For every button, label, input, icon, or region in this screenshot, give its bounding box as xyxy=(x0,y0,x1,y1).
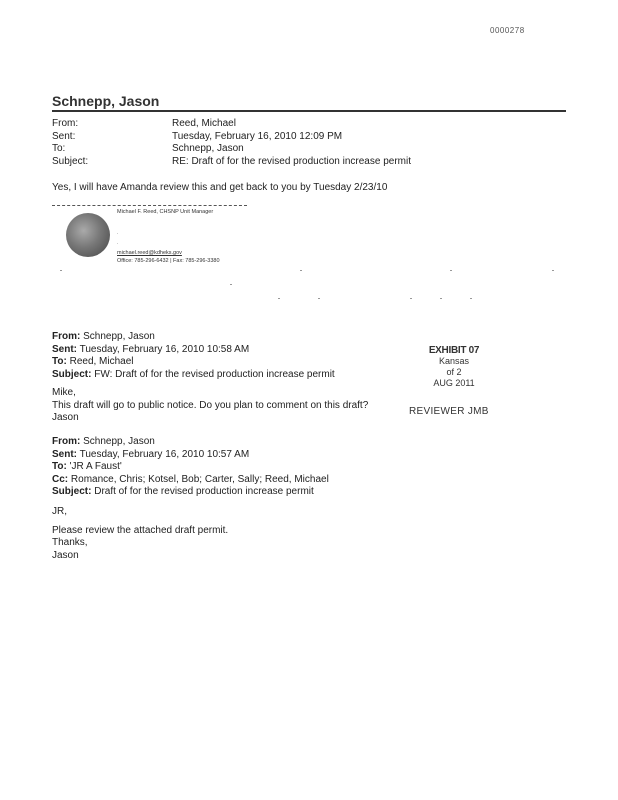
agency-logo-icon xyxy=(66,213,110,257)
scan-speck xyxy=(470,298,472,299)
header-from-row xyxy=(52,118,411,131)
message-3-to-row: To: 'JR A Faust' xyxy=(52,461,122,472)
stamp-line-2: Kansas xyxy=(438,356,470,366)
body-line: This draft will go to public notice. Do you plan to comment on this draft? xyxy=(52,399,369,411)
scan-speck xyxy=(278,298,280,299)
message-3-sent-row: Sent: Tuesday, February 16, 2010 10:57 AM xyxy=(52,448,250,460)
signature-divider xyxy=(52,205,247,206)
body-line: Thanks, xyxy=(52,537,88,548)
message-2-sent-row: Sent: Tuesday, February 16, 2010 10:58 AM xyxy=(52,343,250,355)
message-3-from-row: From: Schnepp, Jason xyxy=(52,436,155,447)
reply-text: Yes, I will have Amanda review this and get back to you by Tuesday 2/23/10 xyxy=(52,182,388,193)
signature-name: Michael F. Reed, CHSNP Unit Manager xyxy=(117,209,214,215)
stamp-line-4: AUG 2011 xyxy=(433,378,475,388)
scan-speck xyxy=(230,284,232,285)
scan-speck xyxy=(300,270,302,271)
header-value: Reed, Michael xyxy=(172,118,236,129)
message-2-from-row: From: Schnepp, Jason xyxy=(52,331,155,342)
header-to-row xyxy=(52,143,411,156)
body-line: Please review the attached draft permit. xyxy=(52,524,229,536)
scan-speck xyxy=(440,298,442,299)
heading-rule xyxy=(52,110,566,112)
exhibit-stamp xyxy=(394,345,514,389)
scan-speck xyxy=(318,298,320,299)
scan-speck xyxy=(60,270,62,271)
body-line: Jason xyxy=(52,412,79,423)
reviewer-stamp: REVIEWER JMB xyxy=(409,406,489,417)
stamp-line-3: of 2 xyxy=(446,367,462,377)
message-2-header xyxy=(52,331,335,381)
message-3-subject-row: Subject: Draft of for the revised production increase permit xyxy=(52,486,314,497)
header-label: Sent: xyxy=(52,130,76,142)
signature-placeholder-lines: . . xyxy=(117,230,119,246)
message-2-body xyxy=(52,387,368,425)
signature-phone: Office: 785-296-6432 | Fax: 785-296-3380 xyxy=(117,258,220,264)
message-3-cc-row: Cc: Romance, Chris; Kotsel, Bob; Carter, Sally; Reed, Michael xyxy=(52,473,329,485)
header-label: Subject: xyxy=(52,155,89,167)
header-value: RE: Draft of for the revised production increase permit xyxy=(172,155,411,167)
bates-number: 0000278 xyxy=(490,26,525,35)
scan-speck xyxy=(552,270,554,271)
header-value: Schnepp, Jason xyxy=(172,143,244,154)
scan-speck xyxy=(410,298,412,299)
scan-speck xyxy=(450,270,452,271)
body-line: Jason xyxy=(52,549,79,561)
sender-heading: Schnepp, Jason xyxy=(52,93,160,109)
header-label: To: xyxy=(52,143,66,154)
message-3-header xyxy=(52,436,329,499)
message-3-body xyxy=(52,506,228,562)
header-sent-row xyxy=(52,131,411,144)
message-2-subject-row: Subject: FW: Draft of for the revised production increase permit xyxy=(52,368,335,380)
header-value: Tuesday, February 16, 2010 12:09 PM xyxy=(172,130,343,142)
body-line: JR, xyxy=(52,506,67,517)
header-subject-row xyxy=(52,156,411,169)
message-2-to-row: To: Reed, Michael xyxy=(52,356,134,367)
top-email-header xyxy=(52,118,411,168)
stamp-line-1: EXHIBIT 07 xyxy=(428,345,480,356)
body-line: Mike, xyxy=(52,387,76,398)
signature-email-link[interactable]: michael.reed@kdheks.gov xyxy=(117,250,182,256)
header-label: From: xyxy=(52,118,79,129)
